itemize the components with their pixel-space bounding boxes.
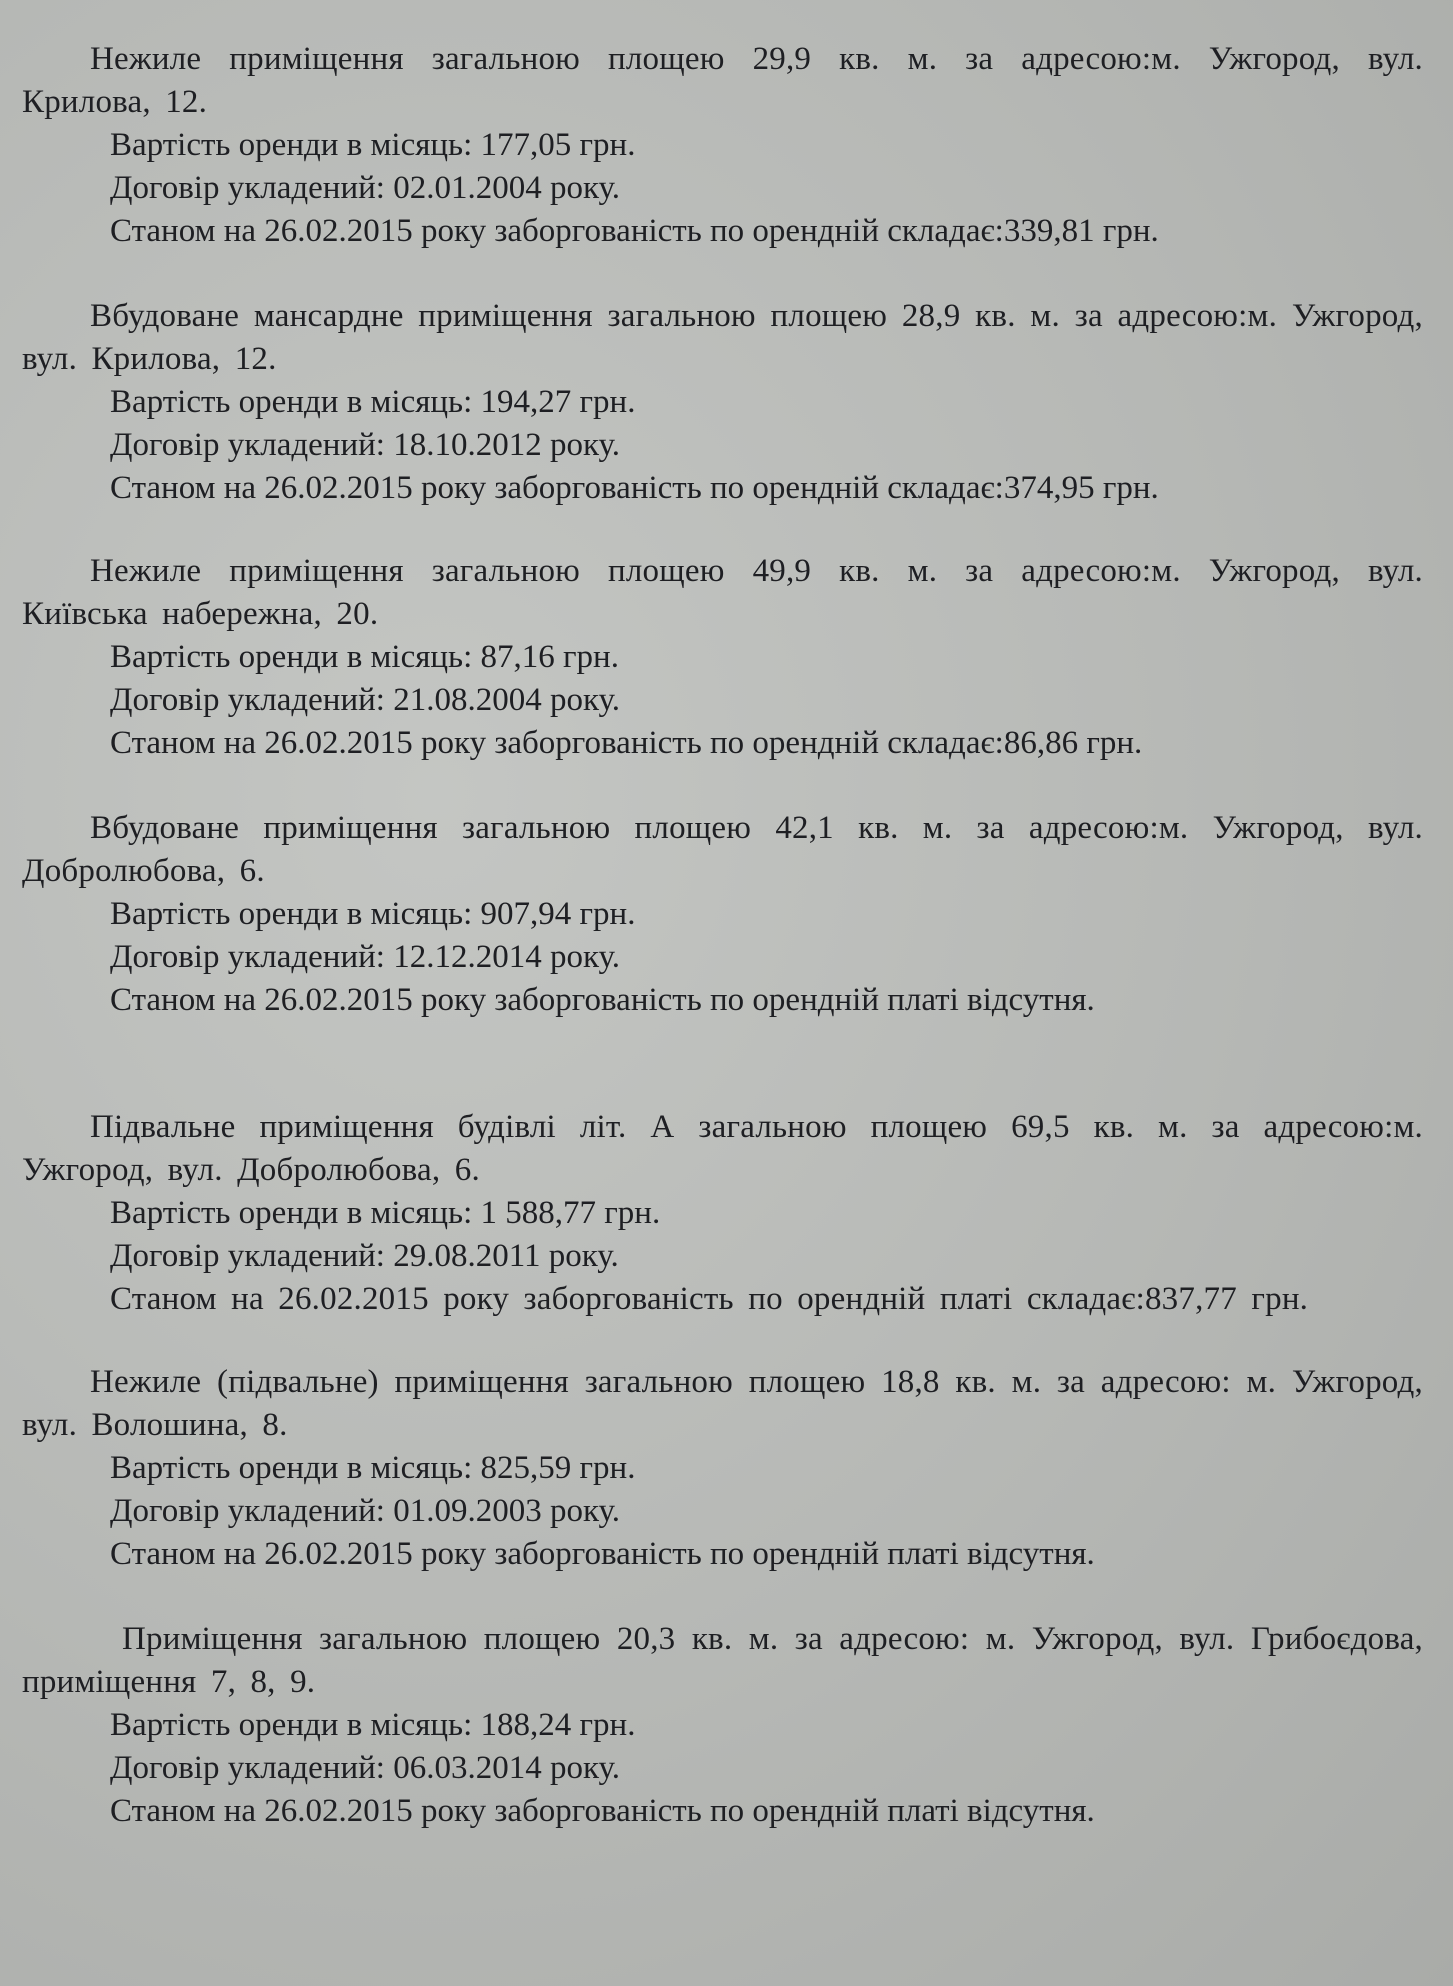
entry-rent: Вартість оренди в місяць: 188,24 грн. (110, 1707, 636, 1743)
lease-entry-5 (22, 1106, 1423, 1321)
entry-status: Станом на 26.02.2015 року заборгованість по орендній платі відсутня. (110, 1536, 1095, 1572)
lease-entry-6 (22, 1361, 1423, 1576)
entry-rent: Вартість оренди в місяць: 87,16 грн. (110, 639, 619, 675)
entry-rent: Вартість оренди в місяць: 1 588,77 грн. (110, 1195, 661, 1231)
lease-entry-1 (22, 38, 1423, 253)
entry-status: Станом на 26.02.2015 року заборгованість по орендній складає:86,86 грн. (110, 725, 1143, 761)
entry-intro: Нежиле приміщення загальною площею 49,9 кв. м. за адресою:м. Ужгород, вул. Київська набережна, 20. (22, 553, 1423, 632)
entry-contract: Договір укладений: 18.10.2012 року. (110, 427, 620, 463)
entry-intro: Вбудоване приміщення загальною площею 42,1 кв. м. за адресою:м. Ужгород, вул. Добролюбова, 6. (22, 810, 1423, 889)
entry-contract: Договір укладений: 02.01.2004 року. (110, 170, 620, 206)
lease-entry-7 (22, 1618, 1423, 1833)
entry-intro: Вбудоване мансардне приміщення загальною площею 28,9 кв. м. за адресою:м. Ужгород, вул. Крилова, 12. (22, 298, 1423, 377)
entry-contract: Договір укладений: 12.12.2014 року. (110, 939, 620, 975)
lease-entry-3 (22, 550, 1423, 765)
entry-status: Станом на 26.02.2015 року заборгованість по орендній складає:339,81 грн. (110, 213, 1159, 249)
entry-status: Станом на 26.02.2015 року заборгованість по орендній складає:374,95 грн. (110, 470, 1159, 506)
entry-status: Станом на 26.02.2015 року заборгованість по орендній платі відсутня. (110, 982, 1095, 1018)
entry-intro: Підвальне приміщення будівлі літ. А загальною площею 69,5 кв. м. за адресою:м. Ужгород, вул. Добролюбова, 6. (22, 1109, 1423, 1188)
entry-rent: Вартість оренди в місяць: 907,94 грн. (110, 896, 636, 932)
entry-rent: Вартість оренди в місяць: 177,05 грн. (110, 127, 636, 163)
entry-contract: Договір укладений: 01.09.2003 року. (110, 1493, 620, 1529)
entry-status: Станом на 26.02.2015 року заборгованість по орендній платі відсутня. (110, 1793, 1095, 1829)
entry-intro: Нежиле (підвальне) приміщення загальною площею 18,8 кв. м. за адресою: м. Ужгород, вул. Волошина, 8. (22, 1364, 1423, 1443)
entry-status: Станом на 26.02.2015 року заборгованість по орендній платі складає:837,77 грн. (110, 1281, 1309, 1317)
entry-intro: Приміщення загальною площею 20,3 кв. м. за адресою: м. Ужгород, вул. Грибоєдова, приміщення 7, 8, 9. (22, 1621, 1423, 1700)
entry-rent: Вартість оренди в місяць: 825,59 грн. (110, 1450, 636, 1486)
entry-contract: Договір укладений: 21.08.2004 року. (110, 682, 620, 718)
entry-intro: Нежиле приміщення загальною площею 29,9 кв. м. за адресою:м. Ужгород, вул. Крилова, 12. (22, 41, 1423, 120)
entry-rent: Вартість оренди в місяць: 194,27 грн. (110, 384, 636, 420)
lease-entry-2 (22, 295, 1423, 510)
lease-entry-4 (22, 807, 1423, 1022)
entry-contract: Договір укладений: 06.03.2014 року. (110, 1750, 620, 1786)
entry-contract: Договір укладений: 29.08.2011 року. (110, 1238, 619, 1274)
